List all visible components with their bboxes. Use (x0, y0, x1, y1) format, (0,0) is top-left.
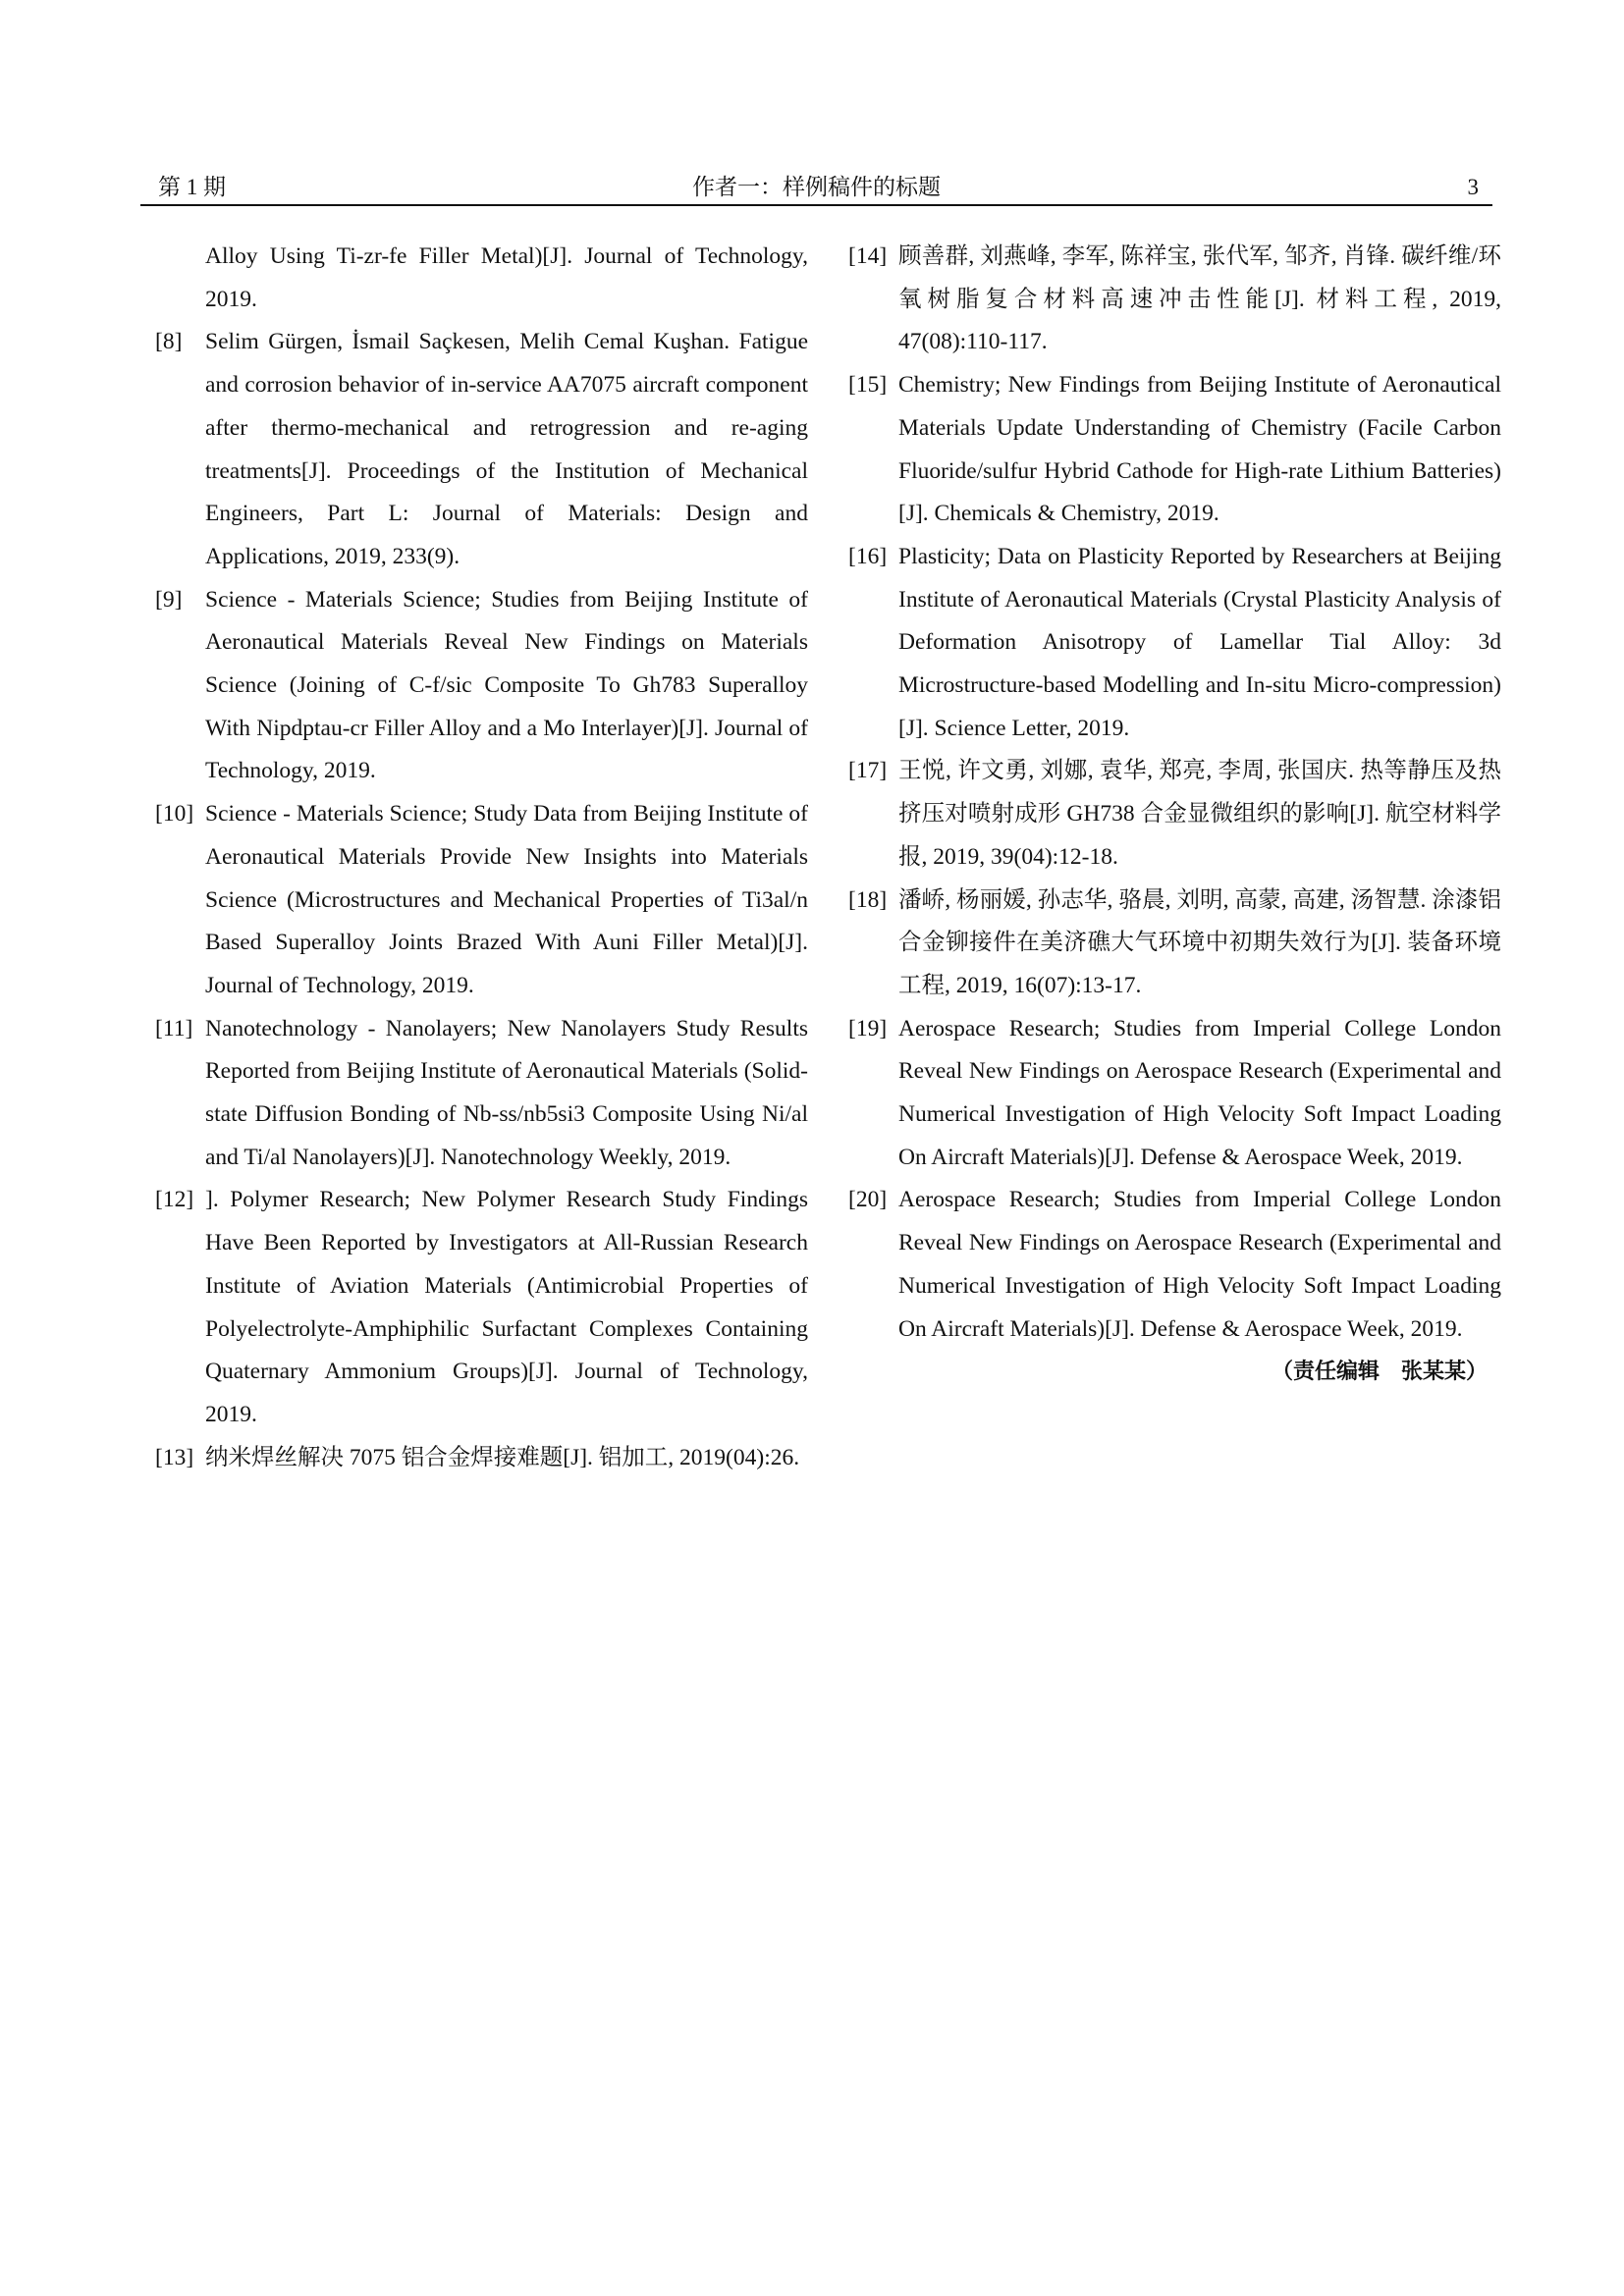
reference-entry-19 (848, 1008, 1501, 1180)
references-right-column (848, 236, 1501, 1394)
reference-number: [11] (155, 1015, 193, 1041)
reference-entry-20 (848, 1179, 1501, 1351)
reference-text: ]. Polymer Research; New Polymer Research Study Findings Have Been Reported by Investigators at All-Russian Research Institute of Aviation Materials (Antimicrobial Properties of Polyelectrolyte-Amphiphilic Surfactant Complexes Containing Quaternary Ammonium Groups)[J]. Journal of Technology, 2019. (205, 1187, 808, 1427)
reference-text: Chemistry; New Findings from Beijing Institute of Aeronautical Materials Update Understanding of Chemistry (Facile Carbon Fluoride/sulfur Hybrid Cathode for High-rate Lithium Batteries)[J]. Chemicals & Chemistry, 2019. (898, 372, 1501, 527)
reference-entry-14 (848, 236, 1501, 364)
reference-number: [9] (155, 586, 183, 613)
reference-text: Plasticity; Data on Plasticity Reported by Researchers at Beijing Institute of Aeronautical Materials (Crystal Plasticity Analysis of Deformation Anisotropy of Lamellar Tial Alloy: 3d Microstructure-based Modelling and In-situ Micro-compression)[J]. Science Letter, 2019. (898, 543, 1501, 741)
reference-text: Selim Gürgen, İsmail Saçkesen, Melih Cemal Kuşhan. Fatigue and corrosion behavior of in-service AA7075 aircraft component after thermo-mechanical and retrogression and re-aging treatments[J]. Proceedings of the Institution of Mechanical Engineers, Part L: Journal of Materials: Design and Applications, 2019, 233(9). (205, 329, 808, 569)
reference-entry-15 (848, 364, 1501, 536)
reference-number: [13] (155, 1444, 194, 1470)
reference-number: [14] (848, 243, 888, 269)
reference-text: Alloy Using Ti-zr-fe Filler Metal)[J]. Journal of Technology, 2019. (205, 243, 808, 312)
reference-entry-17 (848, 750, 1501, 879)
reference-number: [18] (848, 886, 888, 913)
references-left-column (155, 236, 808, 1479)
reference-text: Aerospace Research; Studies from Imperial College London Reveal New Findings on Aerospace Research (Experimental and Numerical Investigation of High Velocity Soft Impact Loading On Aircraft Materials)[J]. Defense & Aerospace Week, 2019. (898, 1187, 1501, 1342)
reference-text: Aerospace Research; Studies from Imperial College London Reveal New Findings on Aerospace Research (Experimental and Numerical Investigation of High Velocity Soft Impact Loading On Aircraft Materials)[J]. Defense & Aerospace Week, 2019. (898, 1015, 1501, 1170)
reference-number: [17] (848, 758, 888, 784)
reference-number: [8] (155, 329, 183, 355)
reference-entry-16 (848, 536, 1501, 751)
reference-number: [10] (155, 801, 194, 828)
reference-number: [12] (155, 1187, 194, 1213)
reference-entry-10 (155, 793, 808, 1008)
reference-number: [19] (848, 1015, 888, 1041)
reference-entry-7-continued (155, 236, 808, 321)
reference-text: 潘峤, 杨丽媛, 孙志华, 骆晨, 刘明, 高蒙, 高建, 汤智慧. 涂漆铝合金铆接件在美济礁大气环境中初期失效行为[J]. 装备环境工程, 2019, 16(07):13-17. (898, 886, 1501, 998)
reference-entry-11 (155, 1008, 808, 1180)
reference-text: 纳米焊丝解决 7075 铝合金焊接难题[J]. 铝加工, 2019(04):26. (205, 1444, 800, 1470)
reference-text: Science - Materials Science; Study Data from Beijing Institute of Aeronautical Materials Provide New Insights into Materials Science (Microstructures and Mechanical Properties of Ti3al/n Based Superalloy Joints Brazed With Auni Filler Metal)[J]. Journal of Technology, 2019. (205, 801, 808, 998)
reference-number: [20] (848, 1187, 888, 1213)
reference-entry-8 (155, 321, 808, 578)
reference-entry-9 (155, 579, 808, 794)
reference-number: [15] (848, 372, 888, 399)
reference-text: Nanotechnology - Nanolayers; New Nanolayers Study Results Reported from Beijing Institute of Aeronautical Materials (Solid-state Diffusion Bonding of Nb-ss/nb5si3 Composite Using Ni/al and Ti/al Nanolayers)[J]. Nanotechnology Weekly, 2019. (205, 1015, 808, 1170)
reference-entry-18 (848, 880, 1501, 1008)
running-header (140, 171, 1492, 206)
responsible-editor-note: （责任编辑 张某某） (1271, 1360, 1488, 1385)
reference-text: Science - Materials Science; Studies from Beijing Institute of Aeronautical Materials Reveal New Findings on Materials Science (Joining of C-f/sic Composite To Gh783 Superalloy With Nipdptau-cr Filler Alloy and a Mo Interlayer)[J]. Journal of Technology, 2019. (205, 586, 808, 784)
reference-text: 顾善群, 刘燕峰, 李军, 陈祥宝, 张代军, 邹齐, 肖锋. 碳纤维/环氧树脂复合材料高速冲击性能[J]. 材料工程, 2019, 47(08):110-117. (898, 243, 1501, 355)
running-title: 作者一：样例稿件的标题 (692, 175, 941, 199)
reference-number: [16] (848, 543, 888, 569)
issue-label: 第 1 期 (158, 175, 226, 199)
reference-entry-12 (155, 1179, 808, 1436)
page-number: 3 (1467, 175, 1479, 199)
reference-text: 王悦, 许文勇, 刘娜, 袁华, 郑亮, 李周, 张国庆. 热等静压及热挤压对喷射成形 GH738 合金显微组织的影响[J]. 航空材料学报, 2019, 39(04):12-18. (898, 758, 1501, 870)
reference-entry-13 (155, 1437, 808, 1480)
